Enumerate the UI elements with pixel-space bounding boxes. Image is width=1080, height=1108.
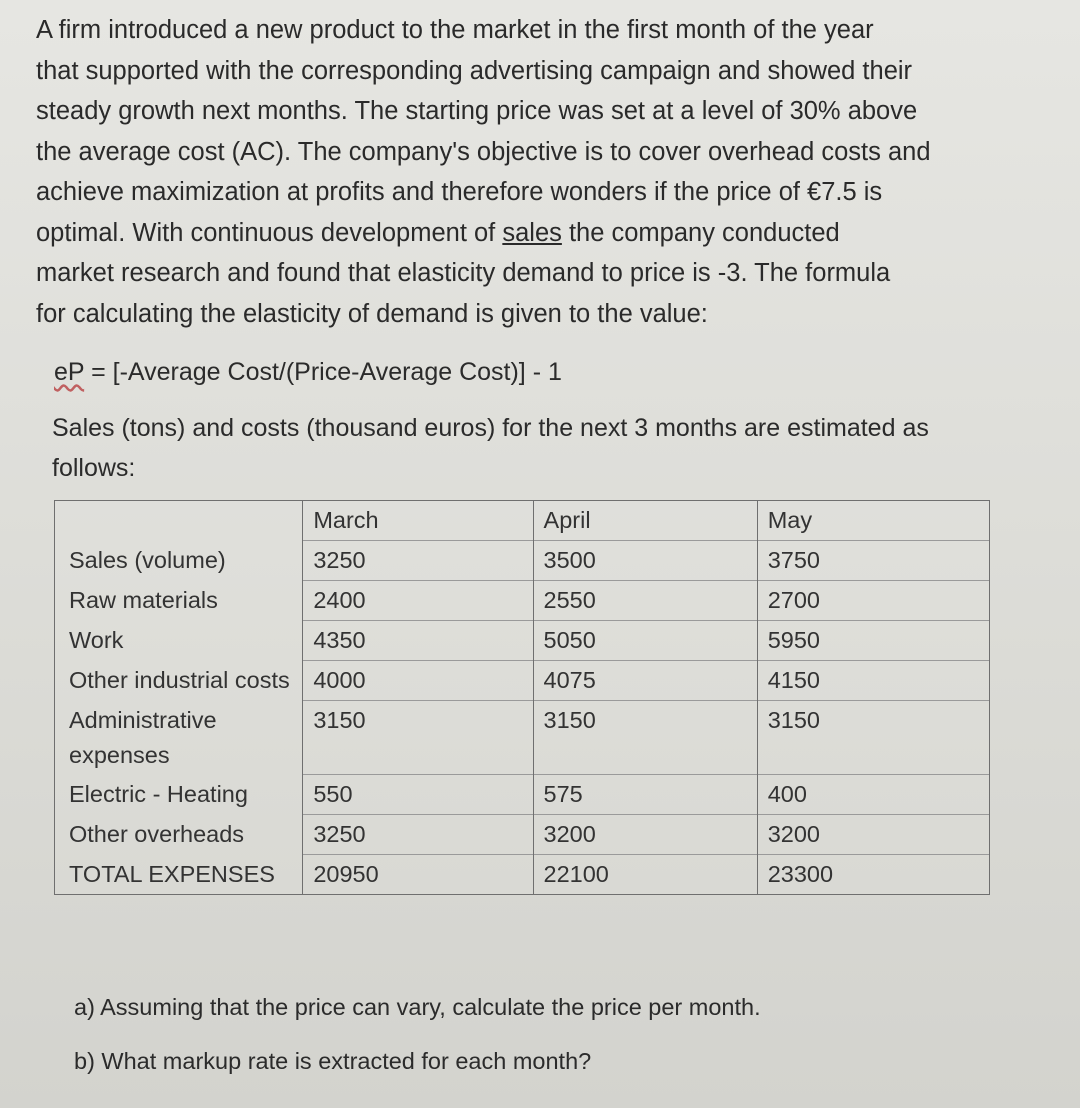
formula-expression: = [-Average Cost/(Price-Average Cost)] - 1	[84, 358, 562, 386]
intro-line: Sales (tons) and costs (thousand euros) for the next 3 months are estimated as	[52, 414, 929, 442]
questions	[74, 980, 761, 1088]
table-intro	[52, 408, 1052, 488]
row-label: Other industrial costs	[55, 661, 303, 701]
table-cell: 3750	[757, 541, 989, 581]
table-cell: 2550	[533, 581, 757, 621]
table-row	[55, 621, 990, 661]
paragraph-line: market research and found that elasticity demand to price is -3. The formula	[36, 259, 891, 287]
table-cell: 3200	[533, 815, 757, 855]
table-row	[55, 701, 990, 775]
paragraph-line: A firm introduced a new product to the market in the first month of the year	[36, 16, 874, 44]
row-label: Other overheads	[55, 815, 303, 855]
table-cell: 4075	[533, 661, 757, 701]
table-cell: 3250	[303, 815, 533, 855]
table-row	[55, 775, 990, 815]
table-cell: 3150	[303, 701, 533, 775]
table-cell: 23300	[757, 855, 989, 895]
table-row	[55, 541, 990, 581]
table-cell: 3150	[757, 701, 989, 775]
table-cell: 3150	[533, 701, 757, 775]
table-cell: 22100	[533, 855, 757, 895]
header-cell: March	[303, 501, 533, 541]
sales-underlined-word: sales	[502, 218, 562, 247]
table-cell: 2700	[757, 581, 989, 621]
paragraph-line	[36, 213, 1046, 254]
elasticity-formula	[54, 352, 562, 392]
table-cell: 4000	[303, 661, 533, 701]
paragraph-line: steady growth next months. The starting price was set at a level of 30% above	[36, 97, 918, 125]
table-cell: 2400	[303, 581, 533, 621]
formula-symbol: eP	[54, 358, 85, 386]
table-cell: 400	[757, 775, 989, 815]
paragraph-line: for calculating the elasticity of demand is given to the value:	[36, 299, 708, 328]
table-cell: 3200	[757, 815, 989, 855]
paragraph-line: that supported with the corresponding advertising campaign and showed their	[36, 56, 913, 85]
row-label: Raw materials	[55, 581, 303, 621]
header-cell: May	[757, 501, 989, 541]
problem-paragraph	[36, 10, 1046, 334]
row-label: Administrative expenses	[55, 701, 303, 775]
table-cell: 20950	[303, 855, 533, 895]
question-b: b) What markup rate is extracted for each month?	[74, 1048, 592, 1074]
table-row-total	[55, 855, 990, 895]
cost-table	[54, 500, 990, 895]
table-cell: 4150	[757, 661, 989, 701]
table-cell: 5950	[757, 621, 989, 661]
table-row	[55, 661, 990, 701]
header-cell	[55, 501, 303, 541]
table-cell: 550	[303, 775, 533, 815]
row-label: Work	[55, 621, 303, 661]
table-cell: 4350	[303, 621, 533, 661]
paragraph-segment: the company conducted	[561, 218, 840, 247]
paragraph-segment: optimal. With continuous development of	[36, 218, 503, 247]
table-row	[55, 581, 990, 621]
table-cell: 3250	[303, 541, 533, 581]
row-label: Sales (volume)	[55, 541, 303, 581]
table-row	[55, 815, 990, 855]
row-label: Electric - Heating	[55, 775, 303, 815]
paragraph-line: the average cost (AC). The company's objective is to cover overhead costs and	[36, 137, 931, 166]
table-cell: 575	[533, 775, 757, 815]
table-cell: 3500	[533, 541, 757, 581]
table-cell: 5050	[533, 621, 757, 661]
table-header-row	[55, 501, 990, 541]
row-label: TOTAL EXPENSES	[55, 855, 303, 895]
question-a: a) Assuming that the price can vary, calculate the price per month.	[74, 994, 761, 1020]
header-cell: April	[533, 501, 757, 541]
paragraph-line: achieve maximization at profits and therefore wonders if the price of €7.5 is	[36, 178, 883, 206]
intro-line: follows:	[52, 454, 136, 482]
